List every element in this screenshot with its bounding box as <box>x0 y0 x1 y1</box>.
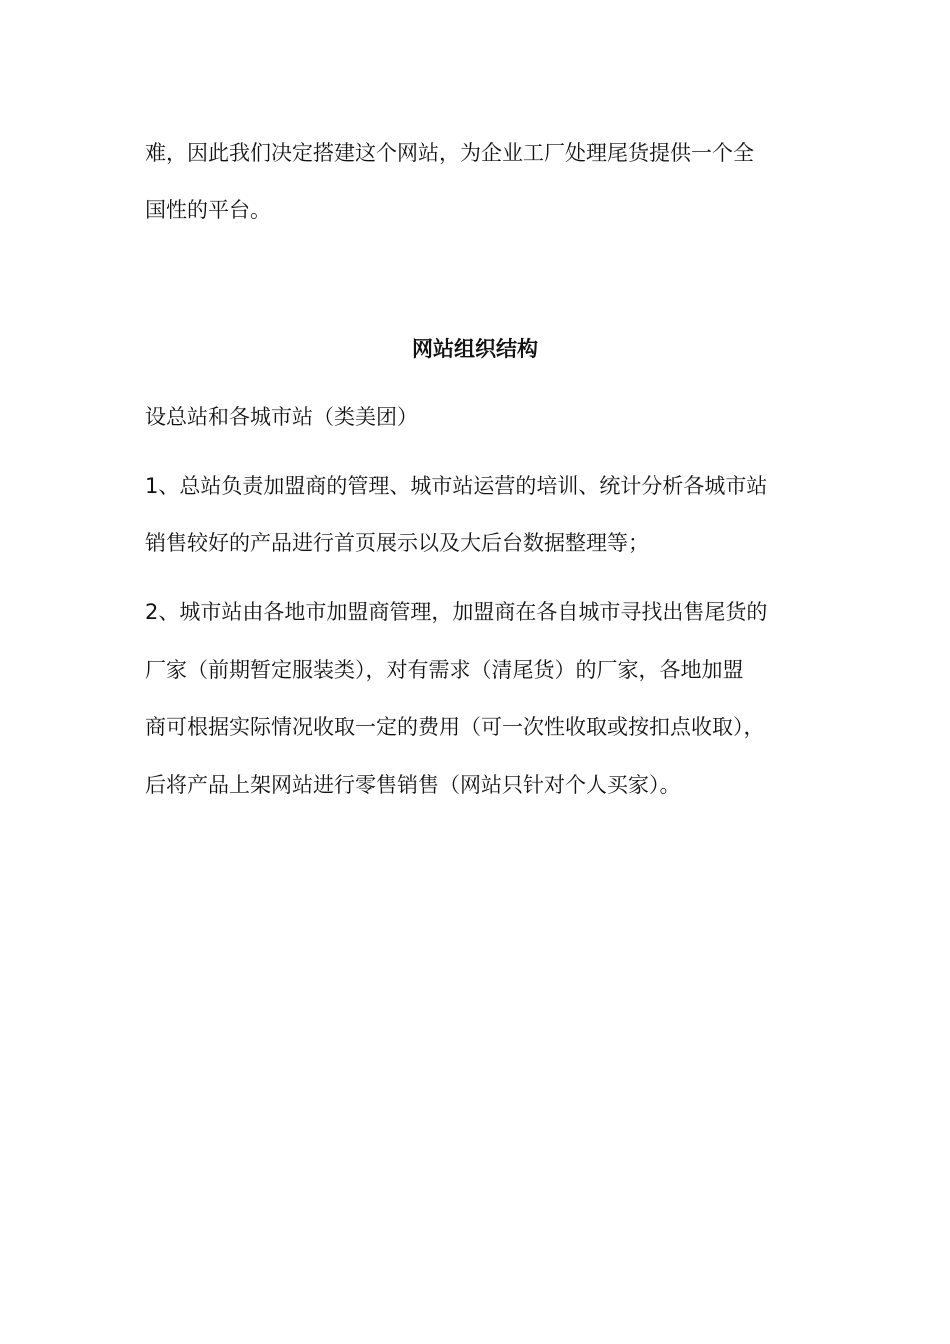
item-2-line-1: 2、城市站由各地市加盟商管理，加盟商在各自城市寻找出售尾货的 <box>145 600 768 624</box>
item-2-line-2: 厂家（前期暂定服装类），对有需求（清尾货）的厂家，各地加盟 <box>145 658 744 682</box>
intro-line-2: 国性的平台。 <box>145 198 271 222</box>
intro-line-1: 难，因此我们决定搭建这个网站，为企业工厂处理尾货提供一个全 <box>145 141 754 165</box>
item-1-line-2: 销售较好的产品进行首页展示以及大后台数据整理等； <box>145 531 649 555</box>
item-2-line-3: 商可根据实际情况收取一定的费用（可一次性收取或按扣点收取）， <box>145 715 765 739</box>
item-1-line-1: 1、总站负责加盟商的管理、城市站运营的培训、统计分析各城市站 <box>145 474 768 498</box>
item-2-line-4: 后将产品上架网站进行零售销售（网站只针对个人买家）。 <box>145 773 681 797</box>
section-subtitle: 设总站和各城市站（类美团） <box>145 405 418 429</box>
section-heading: 网站组织结构 <box>412 337 538 361</box>
